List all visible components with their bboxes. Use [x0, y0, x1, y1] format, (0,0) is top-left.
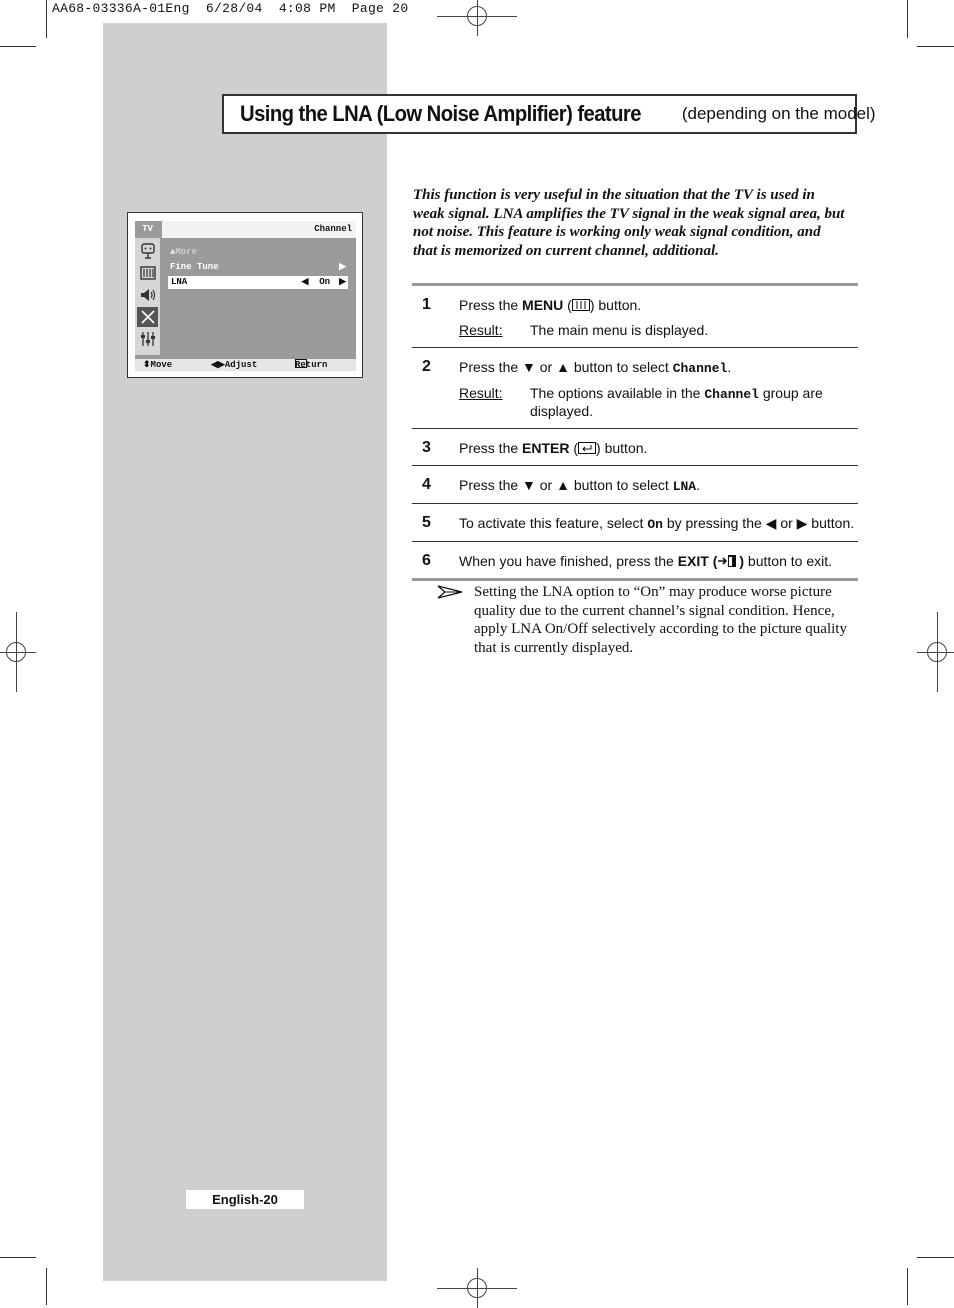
page-number: English-20 — [186, 1190, 304, 1209]
osd-adjust-hint: ◀▶ Adjust — [211, 360, 258, 370]
triangle-up-icon: ▲ — [170, 247, 176, 257]
crop-mark — [907, 1268, 908, 1305]
osd-bottom-bar: ⬍ Move ◀▶ Adjust Return — [135, 359, 356, 371]
registration-mark-icon — [457, 1268, 497, 1308]
osd-lna-value: ◀ On — [301, 277, 330, 287]
sound-icon — [137, 285, 158, 305]
menu-icon — [572, 299, 590, 311]
step-instruction: Press the ▼ or ▲ button to select Channel. — [459, 359, 732, 376]
note-text: Setting the LNA option to “On” may produce worse picture quality due to the current channel’s signal condition. Hence, apply LNA On/Off selectively according to the picture quality that is currently displayed. — [474, 584, 847, 656]
crop-mark — [917, 46, 954, 47]
page-title — [222, 94, 876, 134]
osd-item-lna: LNA ◀ On ▶ — [168, 276, 348, 289]
crop-mark — [46, 1268, 47, 1305]
step-6: 6 When you have finished, press the EXIT ( ) button to exit. — [412, 541, 858, 578]
step-instruction: When you have finished, press the EXIT ( ) button to exit. — [459, 553, 832, 569]
triangle-left-icon: ◀ — [301, 277, 309, 287]
step-1: 1 Press the MENU ( ) button. Result: The main menu is displayed. — [412, 286, 858, 347]
crop-mark — [0, 46, 36, 47]
osd-tv-label: TV — [135, 221, 160, 238]
step-instruction: To activate this feature, select On by pressing the ◀ or ▶ button. — [459, 515, 855, 532]
step-instruction: Press the ENTER ( ) button. — [459, 440, 648, 456]
step-2: 2 Press the ▼ or ▲ button to select Channel. Result: The options available in the Channel group are displayed. — [412, 347, 858, 428]
crop-mark — [917, 1257, 954, 1258]
osd-screenshot — [127, 212, 363, 378]
crop-mark — [46, 0, 47, 38]
registration-mark-icon — [457, 0, 497, 36]
input-icon — [137, 241, 158, 261]
title-main: Using the LNA (Low Noise Amplifier) feature — [240, 101, 641, 126]
registration-mark-icon — [917, 632, 954, 672]
osd-item-more: ▲More — [170, 247, 198, 257]
osd-move-hint: ⬍ Move — [143, 360, 173, 370]
title-subtitle: (depending on the model) — [681, 104, 876, 123]
osd-menu-title: Channel — [162, 221, 356, 238]
step-3: 3 Press the ENTER ( ) button. — [412, 428, 858, 465]
triangle-right-icon: ▶ — [339, 277, 346, 287]
registration-mark-icon — [0, 632, 36, 672]
step-instruction: Press the ▼ or ▲ button to select LNA. — [459, 477, 700, 494]
step-instruction: Press the MENU ( ) button. — [459, 297, 642, 313]
steps-table — [412, 283, 858, 581]
exit-icon — [717, 554, 739, 568]
osd-item-fine-tune: Fine Tune ▶ — [170, 262, 346, 272]
channel-icon — [137, 307, 158, 327]
pointer-arrow-icon — [437, 585, 463, 599]
step-result: Result: The main menu is displayed. — [459, 322, 709, 338]
setup-icon — [137, 329, 158, 349]
osd-screen — [135, 221, 356, 371]
print-slug: AA68-03336A-01Eng 6/28/04 4:08 PM Page 20 — [52, 1, 409, 16]
crop-mark — [0, 1257, 36, 1258]
step-result: Result: The options available in the Channel group are displayed. — [459, 385, 823, 419]
triangle-right-icon: ▶ — [339, 262, 346, 272]
picture-icon — [137, 263, 158, 283]
enter-icon — [578, 442, 596, 454]
note — [437, 583, 859, 657]
crop-mark — [907, 0, 908, 38]
step-5: 5 To activate this feature, select On by pressing the ◀ or ▶ button. — [412, 503, 858, 541]
intro-text: This function is very useful in the situation that the TV is used in weak signal. LNA amplifies the TV signal in the weak signal area, but not noise. This feature is working only weak signal condition, and that is memorized on current channel, additional. — [413, 187, 845, 259]
step-4: 4 Press the ▼ or ▲ button to select LNA. — [412, 465, 858, 503]
